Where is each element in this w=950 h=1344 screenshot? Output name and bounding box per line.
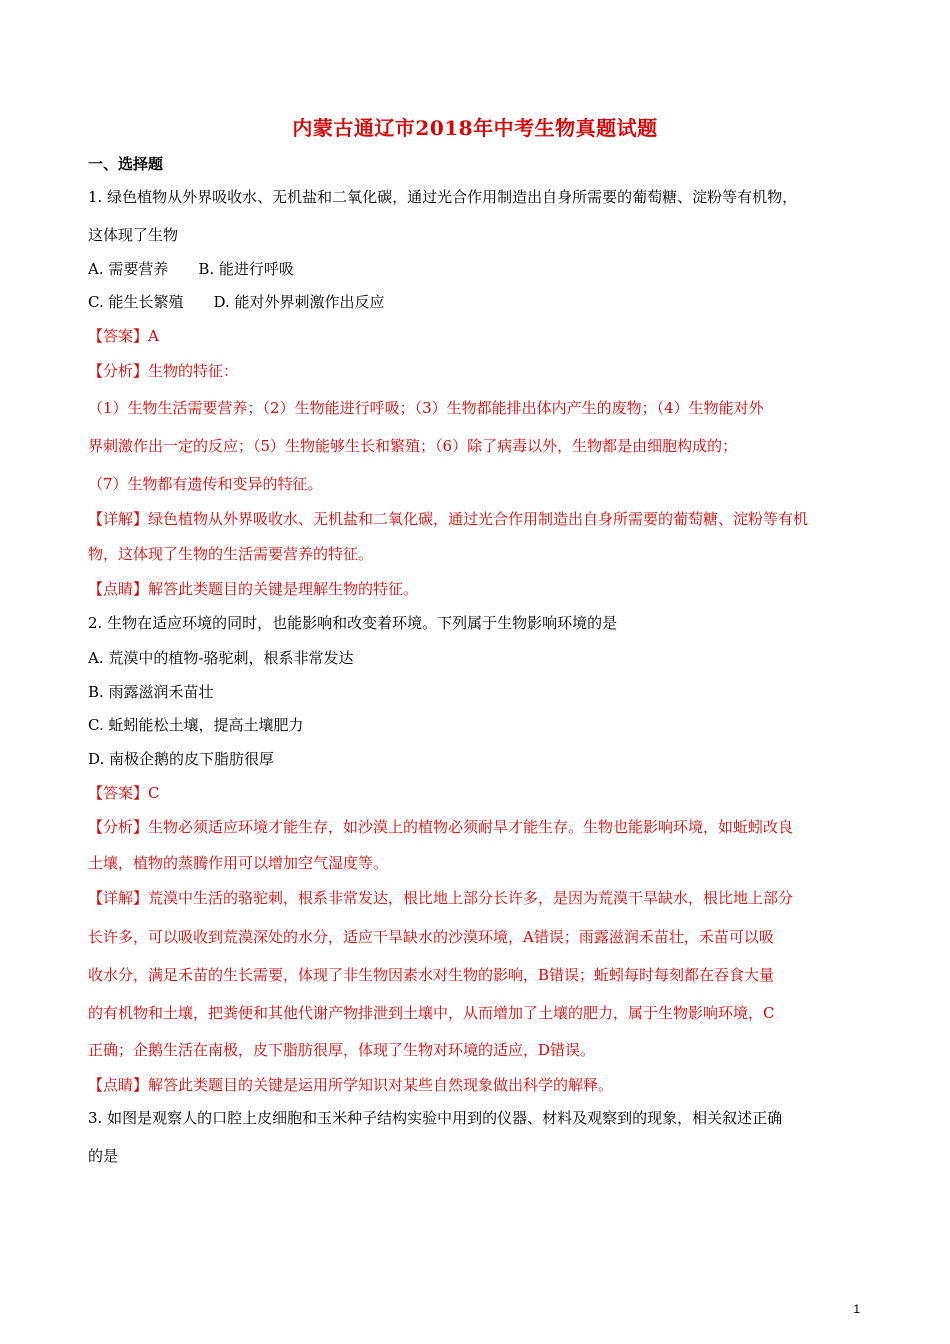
q2-option-a: A. 荒漠中的植物-骆驼刺，根系非常发达	[88, 649, 354, 667]
q1-comment: 【点睛】解答此类题目的关键是理解生物的特征。	[88, 580, 419, 598]
q1-option-b: B. 能进行呼吸	[198, 260, 294, 278]
q1-detail-line2: 物，这体现了生物的生活需要营养的特征。	[88, 545, 374, 563]
document-title: 内蒙古通辽市2018年中考生物真题试题	[292, 116, 658, 140]
q2-option-b: B. 雨露滋润禾苗壮	[88, 683, 214, 701]
q3-stem-line1: 3. 如图是观察人的口腔上皮细胞和玉米种子结构实验中用到的仪器、材料及观察到的现象，相关叙述正确	[88, 1109, 783, 1127]
q1-analysis-line2: 界刺激作出一定的反应；（5）生物能够生长和繁殖；（6）除了病毒以外，生物都是由细胞构成的；	[88, 437, 738, 455]
q1-analysis-title: 【分析】生物的特征：	[88, 362, 239, 380]
q1-stem-line2: 这体现了生物	[88, 226, 179, 244]
q1-options-ab	[88, 259, 878, 279]
q2-detail-line1: 【详解】荒漠中生活的骆驼刺，根系非常发达，根比地上部分长许多，是因为荒漠干旱缺水，根比地上部分	[88, 889, 794, 907]
q1-analysis-line1: （1）生物生活需要营养；（2）生物能进行呼吸；（3）生物都能排出体内产生的废物；（4）生物能对外	[88, 399, 764, 417]
q2-analysis-line1: 【分析】生物必须适应环境才能生存，如沙漠上的植物必须耐旱才能生存。生物也能影响环境，如蚯蚓改良	[88, 818, 794, 836]
q3-stem-line2: 的是	[88, 1147, 119, 1165]
q2-answer: 【答案】C	[88, 784, 160, 802]
q2-comment: 【点睛】解答此类题目的关键是运用所学知识对某些自然现象做出科学的解释。	[88, 1076, 614, 1094]
q2-detail-line5: 正确；企鹅生活在南极，皮下脂肪很厚，体现了生物对环境的适应，D错误。	[88, 1041, 596, 1059]
q1-option-c: C. 能生长繁殖	[88, 293, 184, 311]
q2-option-d: D. 南极企鹅的皮下脂肪很厚	[88, 750, 275, 768]
q2-analysis-line2: 土壤，植物的蒸腾作用可以增加空气湿度等。	[88, 854, 389, 872]
q2-option-c: C. 蚯蚓能松土壤，提高土壤肥力	[88, 716, 304, 734]
q1-stem-line1: 1. 绿色植物从外界吸收水、无机盐和二氧化碳，通过光合作用制造出自身所需要的葡萄糖、淀粉等有机物，	[88, 188, 798, 206]
q1-options-cd	[88, 292, 878, 312]
page-number: 1	[853, 1302, 860, 1316]
q2-stem: 2. 生物在适应环境的同时，也能影响和改变着环境。下列属于生物影响环境的是	[88, 614, 618, 632]
q2-detail-line4: 的有机物和土壤，把粪便和其他代谢产物排泄到土壤中，从而增加了土壤的肥力，属于生物影响环境，C	[88, 1004, 775, 1022]
q1-analysis-line3: （7）生物都有遗传和变异的特征。	[88, 475, 323, 493]
q2-detail-line3: 收水分，满足禾苗的生长需要，体现了非生物因素水对生物的影响，B错误；蚯蚓每时每刻都在吞食大量	[88, 966, 775, 984]
section-heading: 一、选择题	[88, 155, 164, 173]
q1-answer: 【答案】A	[88, 327, 159, 345]
q2-detail-line2: 长许多，可以吸收到荒漠深处的水分，适应干旱缺水的沙漠环境，A错误；雨露滋润禾苗壮，禾苗可以吸	[88, 928, 774, 946]
q1-option-a: A. 需要营养	[88, 260, 169, 278]
q1-option-d: D. 能对外界刺激作出反应	[213, 293, 385, 311]
q1-detail-line1: 【详解】绿色植物从外界吸收水、无机盐和二氧化碳，通过光合作用制造出自身所需要的葡萄糖、淀粉等有机	[88, 510, 809, 528]
